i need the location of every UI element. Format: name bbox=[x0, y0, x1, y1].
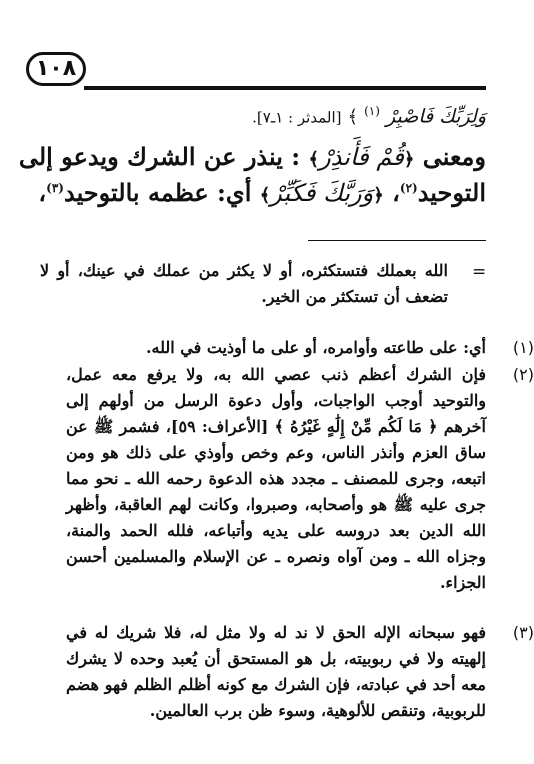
main-text-line-2: التوحيد$^{(٢)}$، ﴿وَرَبَّكَ فَكَبِّرْ﴾ أي: عظمه بالتوحيد$^{(٣)}$، bbox=[38, 178, 486, 207]
footnote-3 bbox=[66, 620, 534, 724]
verse-close-ornament-icon: ﴾ bbox=[308, 149, 320, 170]
verse-open-ornament-icon: ﴿ bbox=[373, 185, 384, 206]
footnote-2-number: (٢) bbox=[512, 365, 534, 384]
footnote-1-number: (١) bbox=[512, 338, 534, 357]
verse-open-ornament-icon: ﴿ bbox=[403, 149, 415, 170]
footnote-1-text: أي: على طاعته وأوامره، أو على ما أوذيت في الله. bbox=[145, 338, 486, 357]
verse-text: وَلِرَبِّكَ فَاصْبِرْ bbox=[385, 105, 486, 128]
main-text-intro: ومعنى bbox=[422, 142, 486, 171]
footnote-2-text: فإن الشرك أعظم ذنب عصي الله به، ولا يرفع معه عمل، والتوحيد أوجب الواجبات، وأول دعوة الرسل من أولهم إلى آخرهم ﴿ مَا لَكُم مِّنْ إِلَٰهٍ غَيْرُهُ ﴾ [الأعراف: ٥٩]، فشمر ﷺ عن ساق العزم وأنذر الناس، وعم وخص وأوذي على ذلك هو ومن اتبعه، وجرى للمصنف ـ مجدد هذه الدعوة رحمه الله ـ نحو مما جرى عليه ﷺ هو وأصحابه، وصبروا، وكانت لهم العاقبة، وأظهر الله الدين بعد دروسه على يديه وأتباعه، فلله الحمد والمنة، وجزاه الله ـ ومن آواه ونصره ـ عن الإسلام والمسلمين أحسن الجزاء. bbox=[66, 365, 486, 592]
footnote-3-number: (٣) bbox=[512, 623, 534, 642]
verse-line bbox=[20, 104, 486, 127]
footnote-divider bbox=[308, 240, 486, 241]
footnote-continuation: الله بعملك فتستكثره، أو لا يكثر من عملك في عينك، أو لا تضعف أن تستكثر من الخير. bbox=[40, 261, 448, 306]
verse-text: قُمْ فَأَنذِرْ bbox=[319, 143, 404, 171]
footnote-1 bbox=[66, 335, 534, 361]
verse-close-ornament-icon: ﴾ bbox=[259, 185, 271, 206]
main-text: التوحيد bbox=[417, 178, 486, 207]
verse-citation: [المدثر : ١ـ٧]. bbox=[252, 108, 342, 127]
page-number: ١٠٨ bbox=[26, 52, 86, 86]
footnote-2 bbox=[66, 362, 534, 596]
main-text: : ينذر عن الشرك ويدعو إلى bbox=[18, 142, 301, 171]
main-text: أي: عظمه بالتوحيد bbox=[63, 178, 252, 207]
verse-text: وَرَبَّكَ فَكَبِّرْ bbox=[270, 179, 374, 207]
main-text-line-1 bbox=[20, 142, 486, 171]
footnote-3-text: فهو سبحانه الإله الحق لا ند له ولا مثل له، فلا شريك له في إلهيته ولا في ربوبيته، بل هو المستحق أن يُعبد وحده لا يشرك معه أحد في عبادته، فإن الشرك مع كونه أظلم الظلم فهو هضم للربوبية، وتنقص للألوهية، وسوء ظن برب العالمين. bbox=[66, 623, 486, 720]
footnote-ref: (٣) bbox=[46, 181, 64, 195]
continuation-marker: = bbox=[472, 262, 487, 282]
header-rule bbox=[84, 86, 486, 90]
verse-close-ornament-icon: ﴾ bbox=[347, 106, 359, 128]
footnote-ref: (١) bbox=[364, 104, 380, 118]
footnote-ref: (٢) bbox=[399, 181, 418, 195]
